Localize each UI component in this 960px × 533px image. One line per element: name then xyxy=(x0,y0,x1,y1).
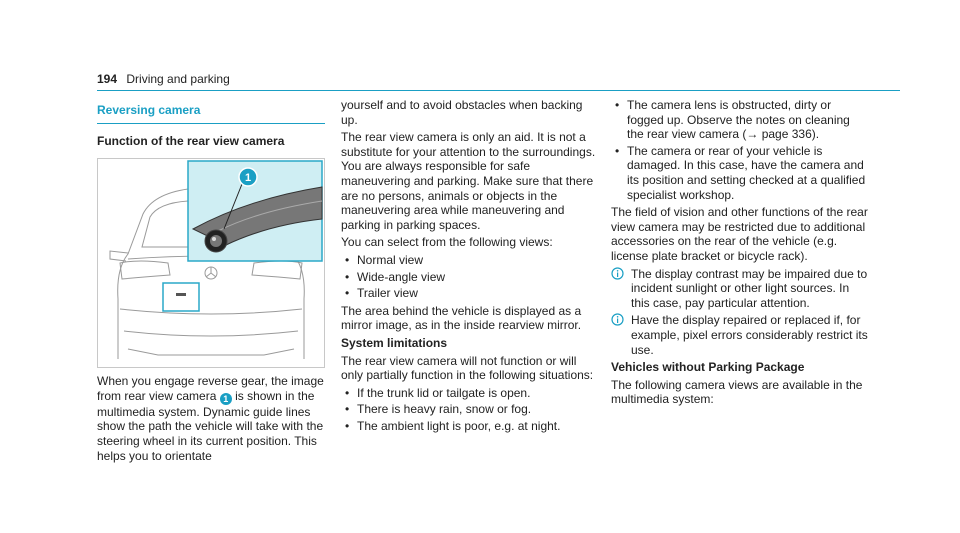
illustration-marker: 1 xyxy=(244,172,252,185)
paragraph: The following camera views are available in the multimedia system: xyxy=(611,377,863,407)
list-item: • Trailer view xyxy=(345,286,418,301)
paragraph: The field of vision and other functions of the rear view camera may be restricted due to additional accessories on the rear of the vehicle (e.g. license plate bracket or bicycle rack). xyxy=(611,205,868,263)
header-rule xyxy=(97,90,900,91)
note: Have the display repaired or replaced if, for example, pixel errors considerably restrict its use. xyxy=(611,313,869,357)
paragraph: yourself and to avoid obstacles when backing up. xyxy=(341,98,583,127)
bullet-icon: • xyxy=(345,252,350,267)
rear-camera-illustration xyxy=(97,158,325,368)
situations-list-continued xyxy=(611,98,869,202)
bullet-icon: • xyxy=(345,402,350,417)
column-1 xyxy=(97,98,325,466)
bullet-icon: • xyxy=(615,98,620,112)
list-item: • If the trunk lid or tailgate is open. xyxy=(345,385,531,400)
bullet-icon: • xyxy=(345,269,350,284)
paragraph: The rear view camera is only an aid. It is not a substitute for your attention to the surroundings. You are always responsible for safe maneuvering and parking. Make sure that there are no persons, animals or objects in the maneuvering area while maneuvering and parking in parking spaces. xyxy=(341,130,596,232)
intro-paragraph xyxy=(97,374,325,463)
bullet-icon: • xyxy=(345,385,350,400)
note: The display contrast may be impaired due to incident sunlight or other light sources. In this case, pay particular attention. xyxy=(611,267,869,311)
intro-text-before: When you engage reverse gear, the image from rear view camera xyxy=(97,374,324,403)
list-item: • Wide-angle view xyxy=(345,269,446,284)
page-header xyxy=(97,72,230,86)
intro-text-after: is shown in the multimedia system. Dynamic guide lines show the path the vehicle will take with the steering wheel in its current position. This helps you to orientate xyxy=(97,388,324,463)
bullet-icon: • xyxy=(345,418,350,433)
limitations-heading: System limitations xyxy=(341,335,448,350)
bullet-icon: • xyxy=(615,143,620,158)
views-list xyxy=(341,253,596,301)
subsection-title: Function of the rear view camera xyxy=(97,133,285,148)
column-3 xyxy=(611,98,869,410)
car-rear-drawing xyxy=(98,159,324,367)
info-icon xyxy=(611,313,624,330)
info-icon xyxy=(611,267,624,284)
list-item: • Normal view xyxy=(345,252,424,267)
marker-1: 1 xyxy=(220,393,232,405)
paragraph: The area behind the vehicle is displayed as a mirror image, as in the inside rearview mirror. xyxy=(341,303,582,333)
list-item: • The ambient light is poor, e.g. at night. xyxy=(345,418,561,433)
chapter-title: Driving and parking xyxy=(126,72,230,86)
list-item: • The camera or rear of your vehicle is damaged. In this case, have the camera and its position and setting checked at a qualified specialist workshop. xyxy=(615,143,866,202)
bullet-icon: • xyxy=(345,286,350,301)
page-number: 194 xyxy=(97,72,118,86)
paragraph: You can select from the following views: xyxy=(341,235,553,250)
section-title: Reversing camera xyxy=(97,103,325,124)
column-2 xyxy=(341,98,596,436)
vehicles-heading: Vehicles without Parking Package xyxy=(611,360,805,375)
list-item: • The camera lens is obstructed, dirty or fogged up. Observe the notes on cleaning the rear view camera (→ page 336). xyxy=(615,98,850,142)
paragraph: The rear view camera will not function or will only partially function in the following situations: xyxy=(341,353,594,383)
list-item: • There is heavy rain, snow or fog. xyxy=(345,402,532,417)
situations-list xyxy=(341,386,596,434)
